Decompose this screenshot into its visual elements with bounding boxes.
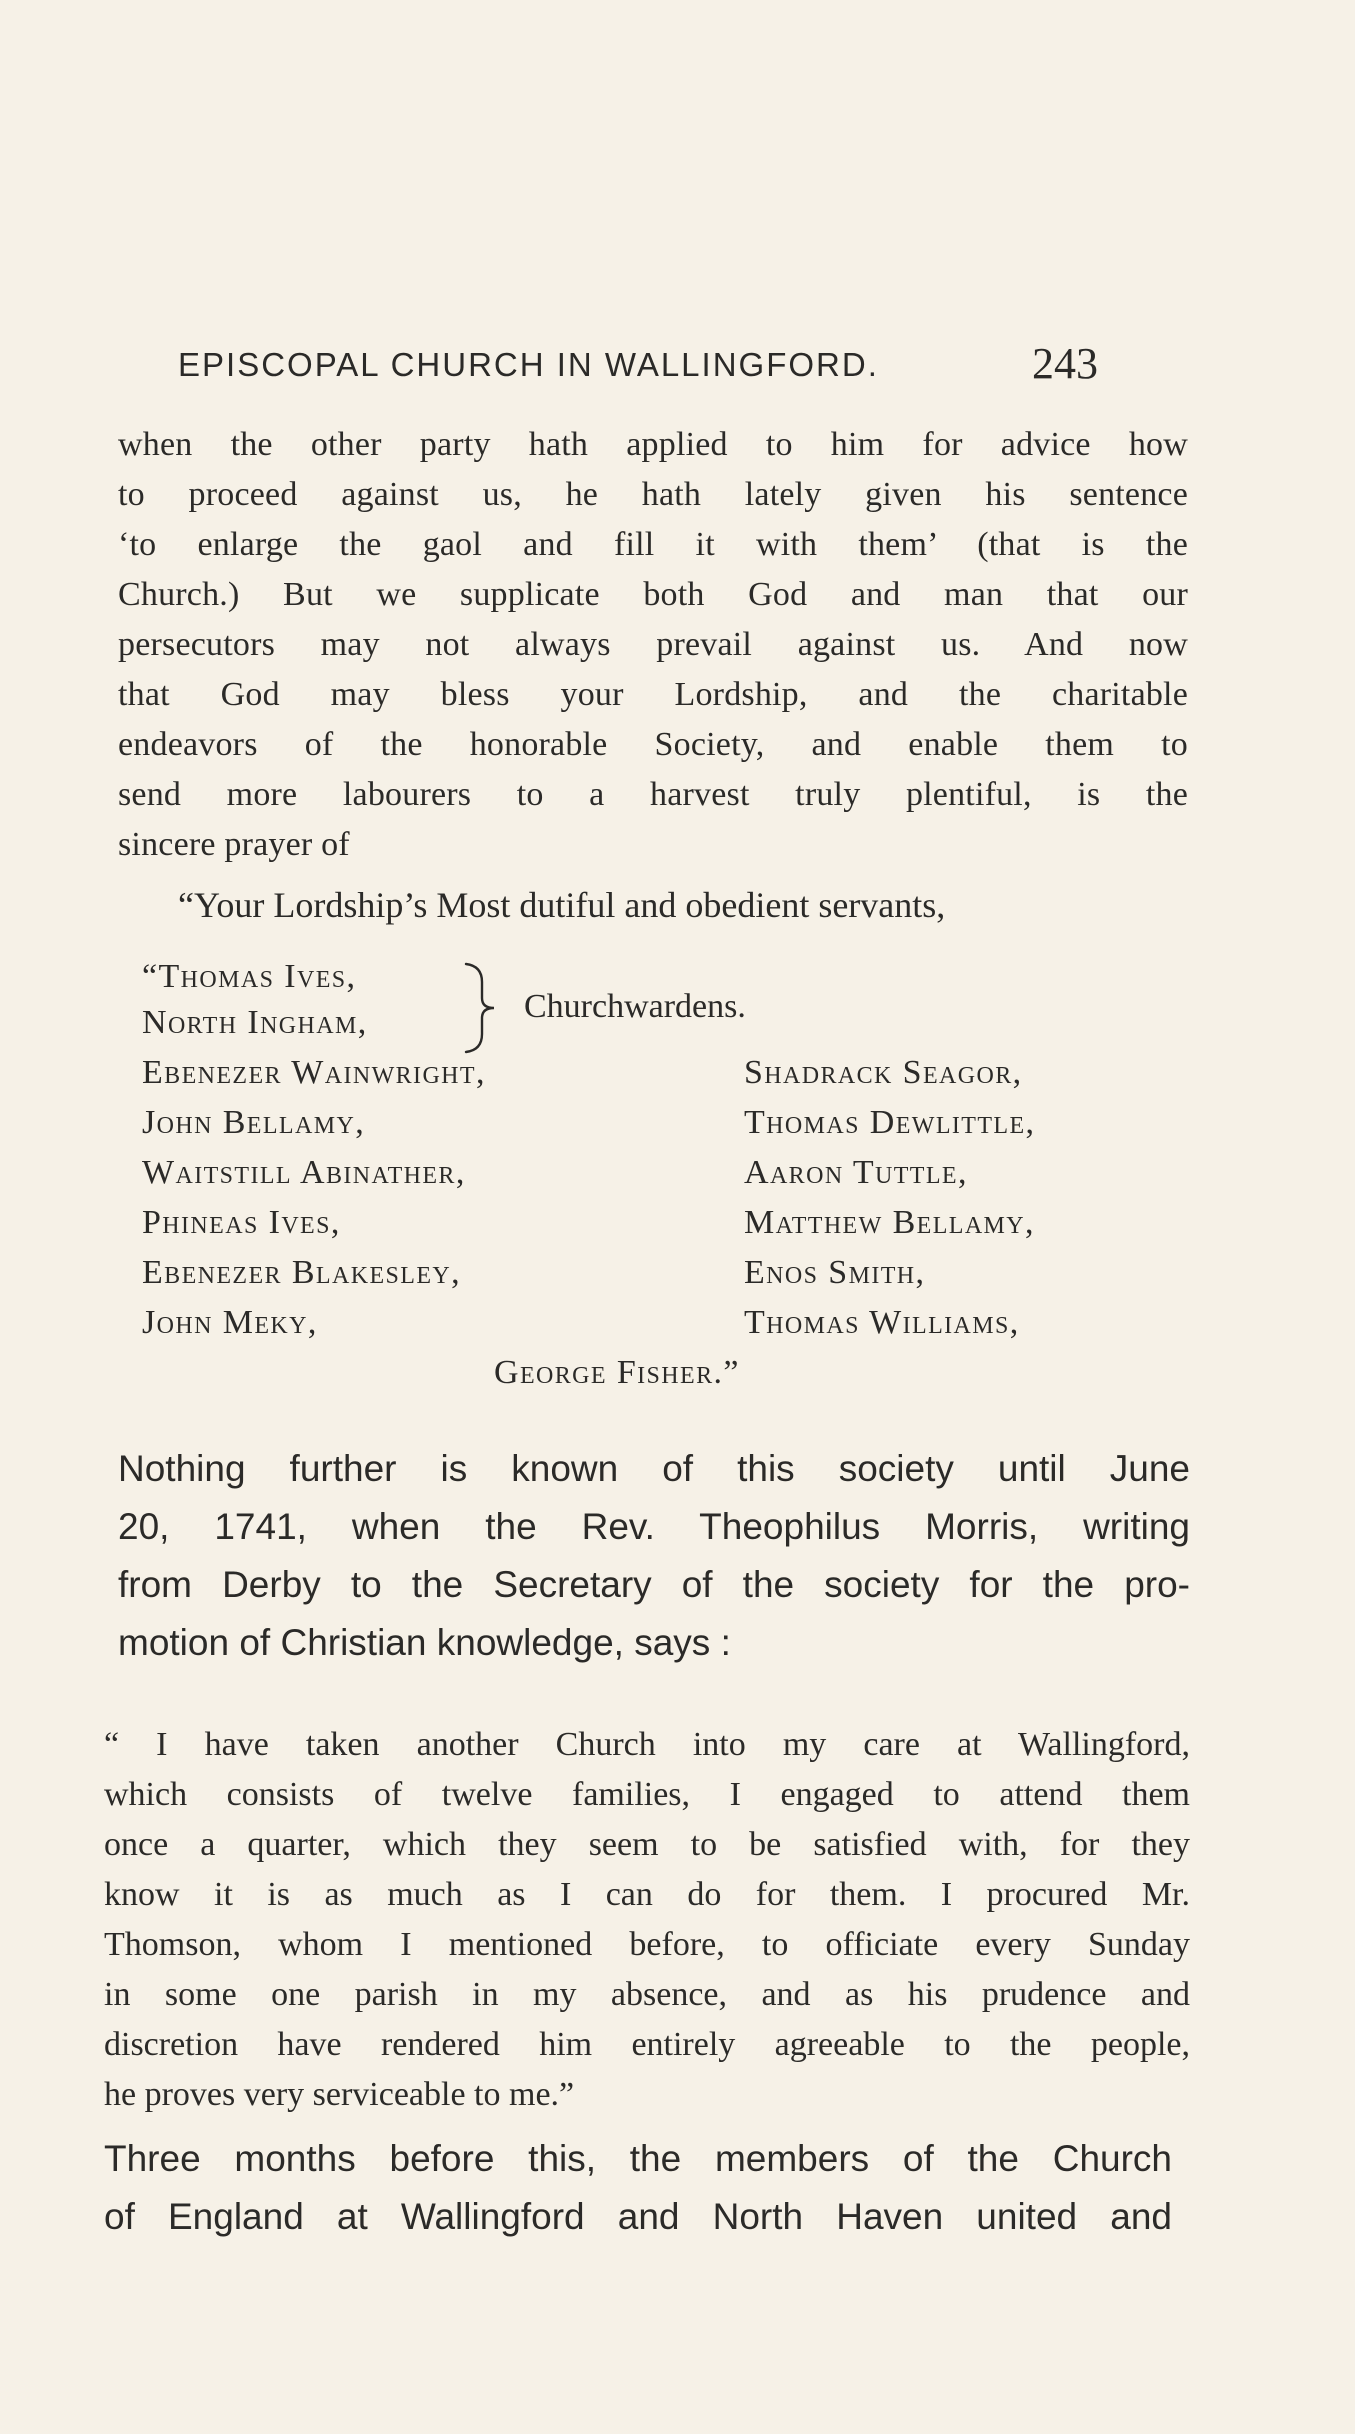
signatory-name: Matthew Bellamy, [744,1204,1035,1241]
text-line: sincere prayer of [118,826,350,863]
signatory-name: Enos Smith, [744,1254,926,1291]
body-paragraph [104,2130,1172,2246]
right-brace [460,960,504,1056]
text-line: Church.) But we supplicate both God and man that our [118,576,1188,613]
signatory-name: Thomas Dewlittle, [744,1104,1036,1141]
text-line: to proceed against us, he hath lately given his sentence [118,476,1188,513]
text-line: discretion have rendered him entirely agreeable to the people, [104,2026,1190,2063]
signatory-name: Ebenezer Blakesley, [142,1254,462,1291]
signatory-name: Ebenezer Wainwright, [142,1054,486,1091]
text-line: which consists of twelve families, I engaged to attend them [104,1776,1190,1813]
signatory-name: Waitstill Abinather, [142,1154,466,1191]
text-line: in some one parish in my absence, and as his prudence and [104,1976,1190,2013]
text-line: endeavors of the honorable Society, and enable them to [118,726,1188,763]
text-line: Thomson, whom I mentioned before, to officiate every Sunday [104,1926,1190,1963]
churchwardens-label: Churchwardens. [524,988,746,1025]
signatory-name: Phineas Ives, [142,1204,341,1241]
signatory-name: Shadrack Seagor, [744,1054,1023,1091]
text-line: send more labourers to a harvest truly plentiful, is the [118,776,1188,813]
text-line: from Derby to the Secretary of the society for the pro- [118,1564,1190,1605]
text-line: 20, 1741, when the Rev. Theophilus Morris, writing [118,1506,1190,1547]
body-paragraph [118,1440,1190,1672]
text-line: that God may bless your Lordship, and the charitable [118,676,1188,713]
text-line: when the other party hath applied to him for advice how [118,426,1188,463]
text-line: Nothing further is known of this society until June [118,1448,1190,1489]
running-header [178,338,1178,398]
signatory-churchwarden: North Ingham, [142,1004,368,1041]
signatory-churchwarden: “Thomas Ives, [142,958,357,995]
letter-paragraph [118,420,1188,870]
text-line: once a quarter, which they seem to be satisfied with, for they [104,1826,1190,1863]
text-line: of England at Wallingford and North Haven united and [104,2196,1172,2237]
signatory-name: John Bellamy, [142,1104,366,1141]
text-line: persecutors may not always prevail against us. And now [118,626,1188,663]
text-line: know it is as much as I can do for them. I procured Mr. [104,1876,1190,1913]
text-line: ‘to enlarge the gaol and fill it with them’ (that is the [118,526,1188,563]
text-line: Three months before this, the members of the Church [104,2138,1172,2179]
signatory-final: George Fisher.” [494,1354,740,1391]
running-title: EPISCOPAL CHURCH IN WALLINGFORD. [178,346,879,383]
page-number: 243 [1032,339,1098,388]
letter-salutation: “Your Lordship’s Most dutiful and obedient servants, [178,885,946,925]
quoted-letter-paragraph [104,1720,1190,2120]
text-line: “ I have taken another Church into my care at Wallingford, [104,1726,1190,1763]
text-line: he proves very serviceable to me.” [104,2076,575,2113]
signatory-name: Aaron Tuttle, [744,1154,968,1191]
signatory-name: Thomas Williams, [744,1304,1020,1341]
signatory-name: John Meky, [142,1304,318,1341]
text-line: motion of Christian knowledge, says : [118,1622,731,1663]
